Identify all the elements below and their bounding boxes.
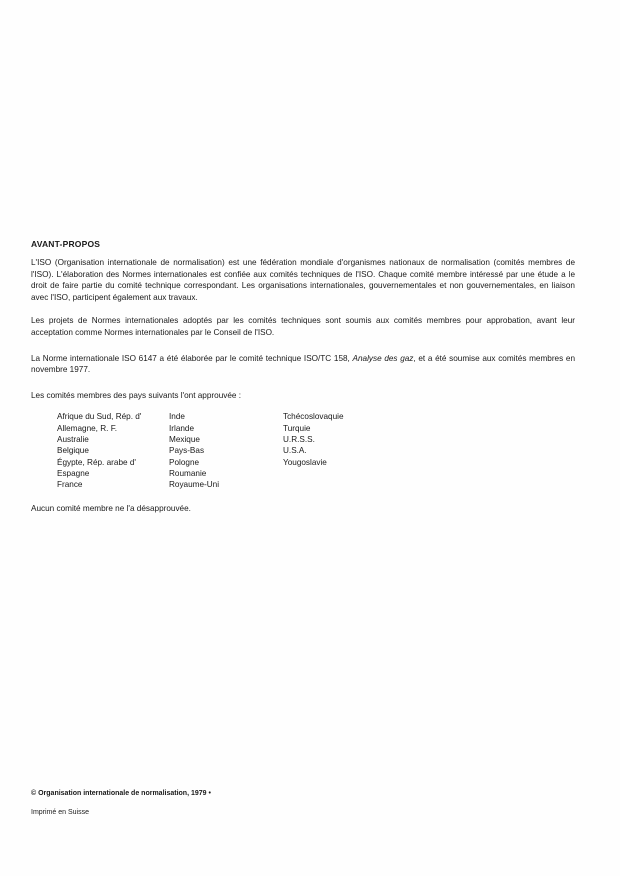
country-item: Pologne <box>169 457 200 467</box>
country-list <box>57 411 581 493</box>
paragraph-standard-origin <box>31 353 575 376</box>
country-item: Belgique <box>57 446 89 456</box>
paragraph-approval-intro: Les comités membres des pays suivants l'ont approuvée : <box>31 390 241 400</box>
country-column-3 <box>283 411 344 467</box>
country-item: Yougoslavie <box>283 457 327 467</box>
country-item: Allemagne, R. F. <box>57 423 118 433</box>
country-item: France <box>57 480 83 490</box>
print-notice: Imprimé en Suisse <box>31 809 89 816</box>
country-item: Tchécoslovaquie <box>283 412 344 422</box>
country-item: Irlande <box>169 423 195 433</box>
country-item: Espagne <box>57 468 90 478</box>
country-column-1 <box>57 411 141 490</box>
paragraph-text: La Norme internationale ISO 6147 a été élaborée par le comité technique ISO/TC 158, <box>31 353 353 363</box>
copyright-notice: © Organisation internationale de normalisation, 1979 • <box>31 790 211 797</box>
country-item: U.R.S.S. <box>283 434 315 444</box>
country-item: Royaume-Uni <box>169 480 220 490</box>
page-footer <box>31 790 211 816</box>
country-item: Inde <box>169 412 185 422</box>
foreword-section <box>31 239 581 527</box>
country-item: Égypte, Rép. arabe d' <box>57 457 136 467</box>
country-column-2 <box>169 411 219 490</box>
section-heading: AVANT-PROPOS <box>31 239 101 249</box>
country-item: Pays-Bas <box>169 446 205 456</box>
paragraph-text: , et a été soumise aux comités membres en novembre 1977. <box>31 353 575 375</box>
country-item: U.S.A. <box>283 446 307 456</box>
paragraph-disapproval: Aucun comité membre ne l'a désapprouvée. <box>31 504 191 514</box>
country-item: Mexique <box>169 434 200 444</box>
committee-title: Analyse des gaz <box>352 353 414 363</box>
country-item: Australie <box>57 434 89 444</box>
country-item: Afrique du Sud, Rép. d' <box>57 412 142 422</box>
country-item: Roumanie <box>169 468 207 478</box>
paragraph-iso-intro: L'ISO (Organisation internationale de normalisation) est une fédération mondiale d'organismes nationaux de normalisation (comités membres de l'ISO). L'élaboration des Normes internationales est confiée aux comités techniques de l'ISO. Chaque comité membre intéressé par une étude a le droit de faire partie du comité technique correspondant. Les organisations internationales, gouvernementales et non gouvernementales, en liaison avec l'ISO, participent également aux travaux. <box>31 258 575 302</box>
country-item: Turquie <box>283 423 311 433</box>
paragraph-draft-standards: Les projets de Normes internationales adoptés par les comités techniques sont soumis aux comités membres pour approbation, avant leur acceptation comme Normes internationales par le Conseil de l'ISO. <box>31 316 575 337</box>
